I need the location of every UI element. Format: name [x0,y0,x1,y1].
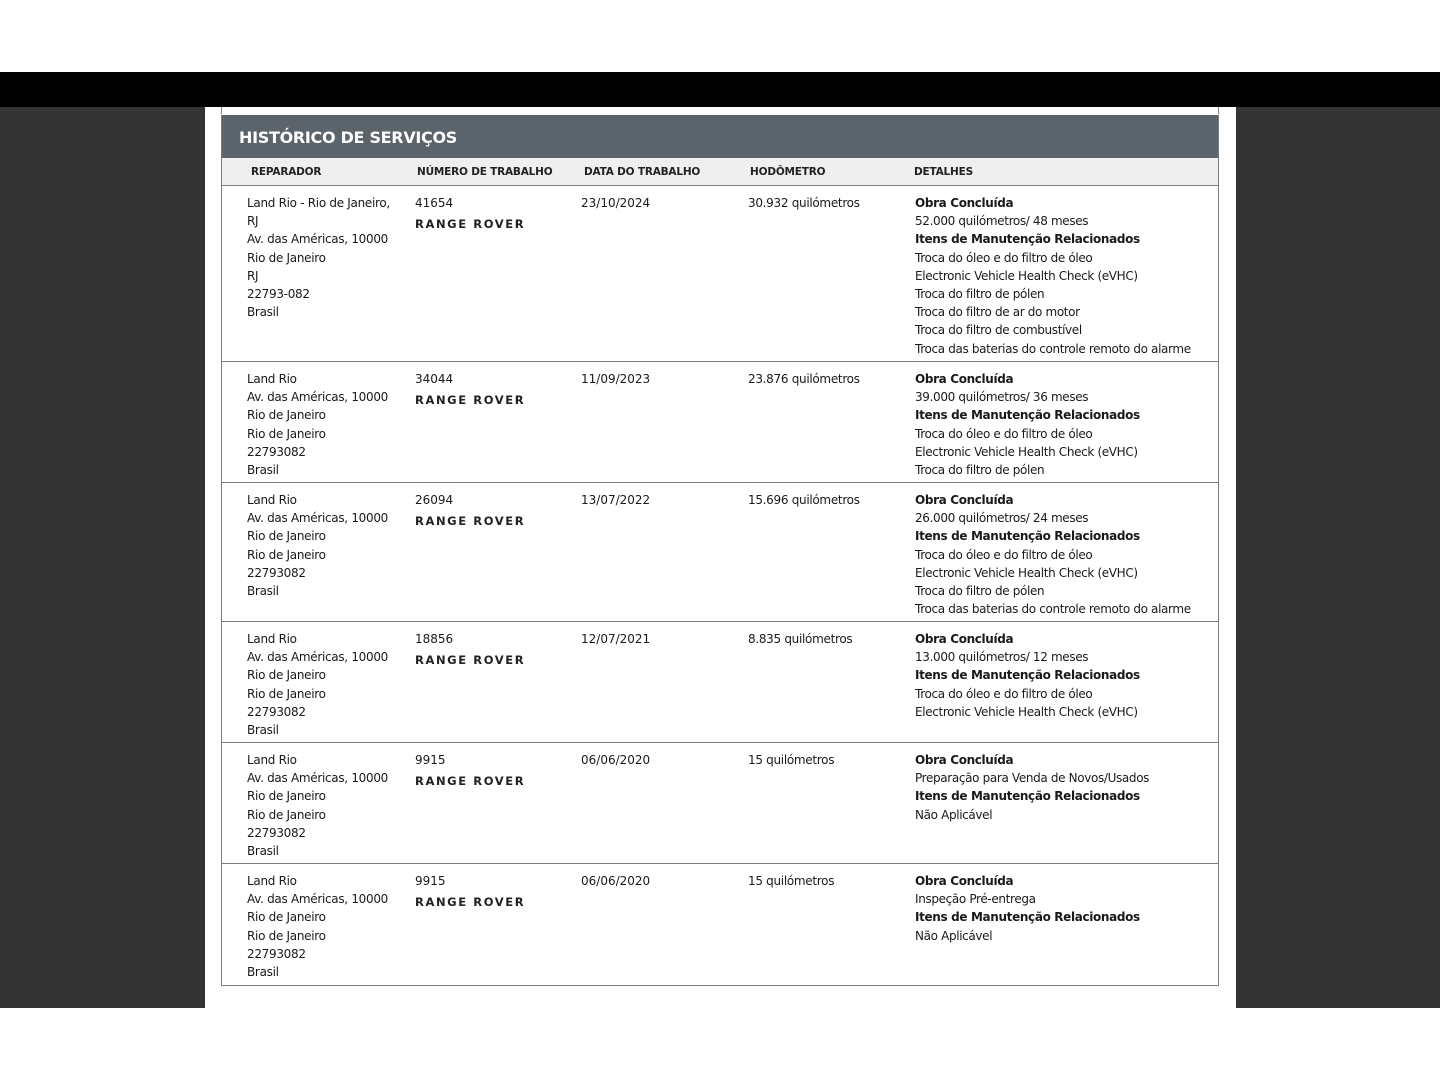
maintenance-item: Troca do filtro de pólen [915,287,1045,302]
maintenance-item: Electronic Vehicle Health Check (eVHC) [915,565,1138,580]
section-title: HISTÓRICO DE SERVIÇOS [222,115,1218,158]
repairer-address-line: Rio de Janeiro [247,807,326,822]
odometer-cell: 15 quilómetros [748,874,835,888]
details-cell [887,630,1218,742]
repairer-address-line: Brasil [247,584,279,599]
repairer-address-line: Brasil [247,723,279,738]
range-rover-logo: RANGE ROVER [415,217,526,232]
repairer-address-line: Rio de Janeiro [247,686,326,701]
maintenance-item: Não Aplicável [915,928,993,943]
details-service-interval: 39.000 quilómetros/ 36 meses [915,390,1089,405]
repairer-address-line: Rio de Janeiro [247,250,326,265]
range-rover-logo: RANGE ROVER [415,653,526,668]
job-number: 9915 [415,753,446,767]
maintenance-item: Não Aplicável [915,807,993,822]
maintenance-item: Troca do óleo e do filtro de óleo [915,686,1093,701]
odometer-cell: 30.932 quilómetros [748,196,860,210]
range-rover-logo: RANGE ROVER [415,895,526,910]
column-header-job-date: DATA DO TRABALHO [584,165,701,178]
details-status: Obra Concluída [915,196,1014,210]
odometer-cell: 8.835 quilómetros [748,632,853,646]
table-row [222,362,1218,483]
maintenance-item: Troca do óleo e do filtro de óleo [915,250,1093,265]
repairer-address-line: Land Rio - Rio de Janeiro, [247,196,390,210]
job-number: 34044 [415,372,454,386]
repairer-address-line: Av. das Américas, 10000 [247,511,388,526]
repairer-address-line: Land Rio [247,372,297,386]
repairer-cell [222,370,388,482]
details-cell [887,872,1218,985]
repairer-address-line: Brasil [247,965,279,980]
maintenance-item: Troca das baterias do controle remoto do alarme [915,341,1191,356]
repairer-address-line: 22793082 [247,825,306,840]
table-row [222,186,1218,362]
document-page [205,107,1236,1008]
details-cell [887,751,1218,863]
job-number-cell [388,751,555,863]
repairer-address-line: Land Rio [247,632,297,646]
repairer-address-line: Av. das Américas, 10000 [247,650,388,665]
range-rover-logo: RANGE ROVER [415,393,526,408]
repairer-address-line: Rio de Janeiro [247,529,326,544]
column-header-odometer: HODÔMETRO [750,165,826,178]
job-date-cell: 23/10/2024 [581,196,651,210]
repairer-address-line: Rio de Janeiro [247,928,326,943]
odometer-cell: 15.696 quilómetros [748,493,860,507]
maintenance-item: Troca do óleo e do filtro de óleo [915,426,1093,441]
job-number-cell [388,370,555,482]
page-top-border [221,107,1219,114]
repairer-address-line: Av. das Américas, 10000 [247,390,388,405]
table-row [222,483,1218,622]
repairer-address-line: Land Rio [247,493,297,507]
document-viewer[interactable] [0,72,1440,1008]
job-number-cell [388,872,555,985]
job-date-cell: 11/09/2023 [581,372,651,386]
repairer-address-line: Brasil [247,844,279,859]
details-service-interval: Preparação para Venda de Novos/Usados [915,771,1150,786]
repairer-address-line: Av. das Américas, 10000 [247,892,388,907]
table-header-row [222,158,1218,186]
details-status: Obra Concluída [915,493,1014,507]
repairer-cell [222,872,388,985]
repairer-address-line: 22793-082 [247,287,310,302]
repairer-address-line: Rio de Janeiro [247,910,326,925]
repairer-address-line: Rio de Janeiro [247,789,326,804]
job-number: 41654 [415,196,454,210]
repairer-address-line: RJ [247,214,259,229]
range-rover-logo: RANGE ROVER [415,774,526,789]
job-date-cell: 13/07/2022 [581,493,651,507]
details-status: Obra Concluída [915,632,1014,646]
details-items-heading: Itens de Manutenção Relacionados [915,408,1140,423]
job-number: 26094 [415,493,454,507]
details-items-heading: Itens de Manutenção Relacionados [915,529,1140,544]
repairer-address-line: Brasil [247,463,279,478]
repairer-address-line: 22793082 [247,444,306,459]
repairer-address-line: Rio de Janeiro [247,547,326,562]
maintenance-item: Troca do filtro de pólen [915,463,1045,478]
column-header-job-number: NÚMERO DE TRABALHO [417,165,553,178]
repairer-address-line: Land Rio [247,753,297,767]
repairer-address-line: 22793082 [247,946,306,961]
job-date-cell: 06/06/2020 [581,874,651,888]
job-date-cell: 06/06/2020 [581,753,651,767]
odometer-cell: 23.876 quilómetros [748,372,860,386]
repairer-address-line: Rio de Janeiro [247,408,326,423]
details-cell [887,491,1218,621]
repairer-cell [222,491,388,621]
job-number-cell [388,630,555,742]
job-number: 18856 [415,632,454,646]
details-items-heading: Itens de Manutenção Relacionados [915,789,1140,804]
odometer-cell: 15 quilómetros [748,753,835,767]
details-service-interval: 13.000 quilómetros/ 12 meses [915,650,1089,665]
maintenance-item: Electronic Vehicle Health Check (eVHC) [915,704,1138,719]
repairer-cell [222,751,388,863]
repairer-address-line: Av. das Américas, 10000 [247,232,388,247]
repairer-address-line: Rio de Janeiro [247,668,326,683]
details-status: Obra Concluída [915,753,1014,767]
service-history-section [221,115,1219,986]
job-date-cell: 12/07/2021 [581,632,651,646]
maintenance-item: Troca do óleo e do filtro de óleo [915,547,1093,562]
repairer-address-line: 22793082 [247,704,306,719]
viewer-top-bar [0,72,1440,107]
job-number-cell [388,491,555,621]
details-items-heading: Itens de Manutenção Relacionados [915,232,1140,247]
table-row [222,864,1218,985]
service-table-body [222,186,1218,985]
repairer-address-line: Land Rio [247,874,297,888]
details-status: Obra Concluída [915,874,1014,888]
job-number-cell [388,194,555,361]
range-rover-logo: RANGE ROVER [415,514,526,529]
column-header-details: DETALHES [914,165,973,178]
details-service-interval: Inspeção Pré-entrega [915,892,1036,907]
maintenance-item: Troca do filtro de pólen [915,584,1045,599]
repairer-cell [222,630,388,742]
repairer-address-line: Rio de Janeiro [247,426,326,441]
maintenance-item: Electronic Vehicle Health Check (eVHC) [915,268,1138,283]
repairer-address-line: Brasil [247,305,279,320]
repairer-cell [222,194,388,361]
details-items-heading: Itens de Manutenção Relacionados [915,668,1140,683]
repairer-address-line: RJ [247,268,259,283]
table-row [222,622,1218,743]
details-items-heading: Itens de Manutenção Relacionados [915,910,1140,925]
repairer-address-line: 22793082 [247,565,306,580]
details-cell [887,194,1218,361]
maintenance-item: Electronic Vehicle Health Check (eVHC) [915,444,1138,459]
maintenance-item: Troca do filtro de ar do motor [915,305,1080,320]
column-header-repairer: REPARADOR [251,165,322,178]
job-number: 9915 [415,874,446,888]
repairer-address-line: Av. das Américas, 10000 [247,771,388,786]
table-row [222,743,1218,864]
maintenance-item: Troca das baterias do controle remoto do alarme [915,602,1191,617]
details-service-interval: 26.000 quilómetros/ 24 meses [915,511,1089,526]
details-status: Obra Concluída [915,372,1014,386]
details-service-interval: 52.000 quilómetros/ 48 meses [915,214,1089,229]
maintenance-item: Troca do filtro de combustível [915,323,1082,338]
details-cell [887,370,1218,482]
